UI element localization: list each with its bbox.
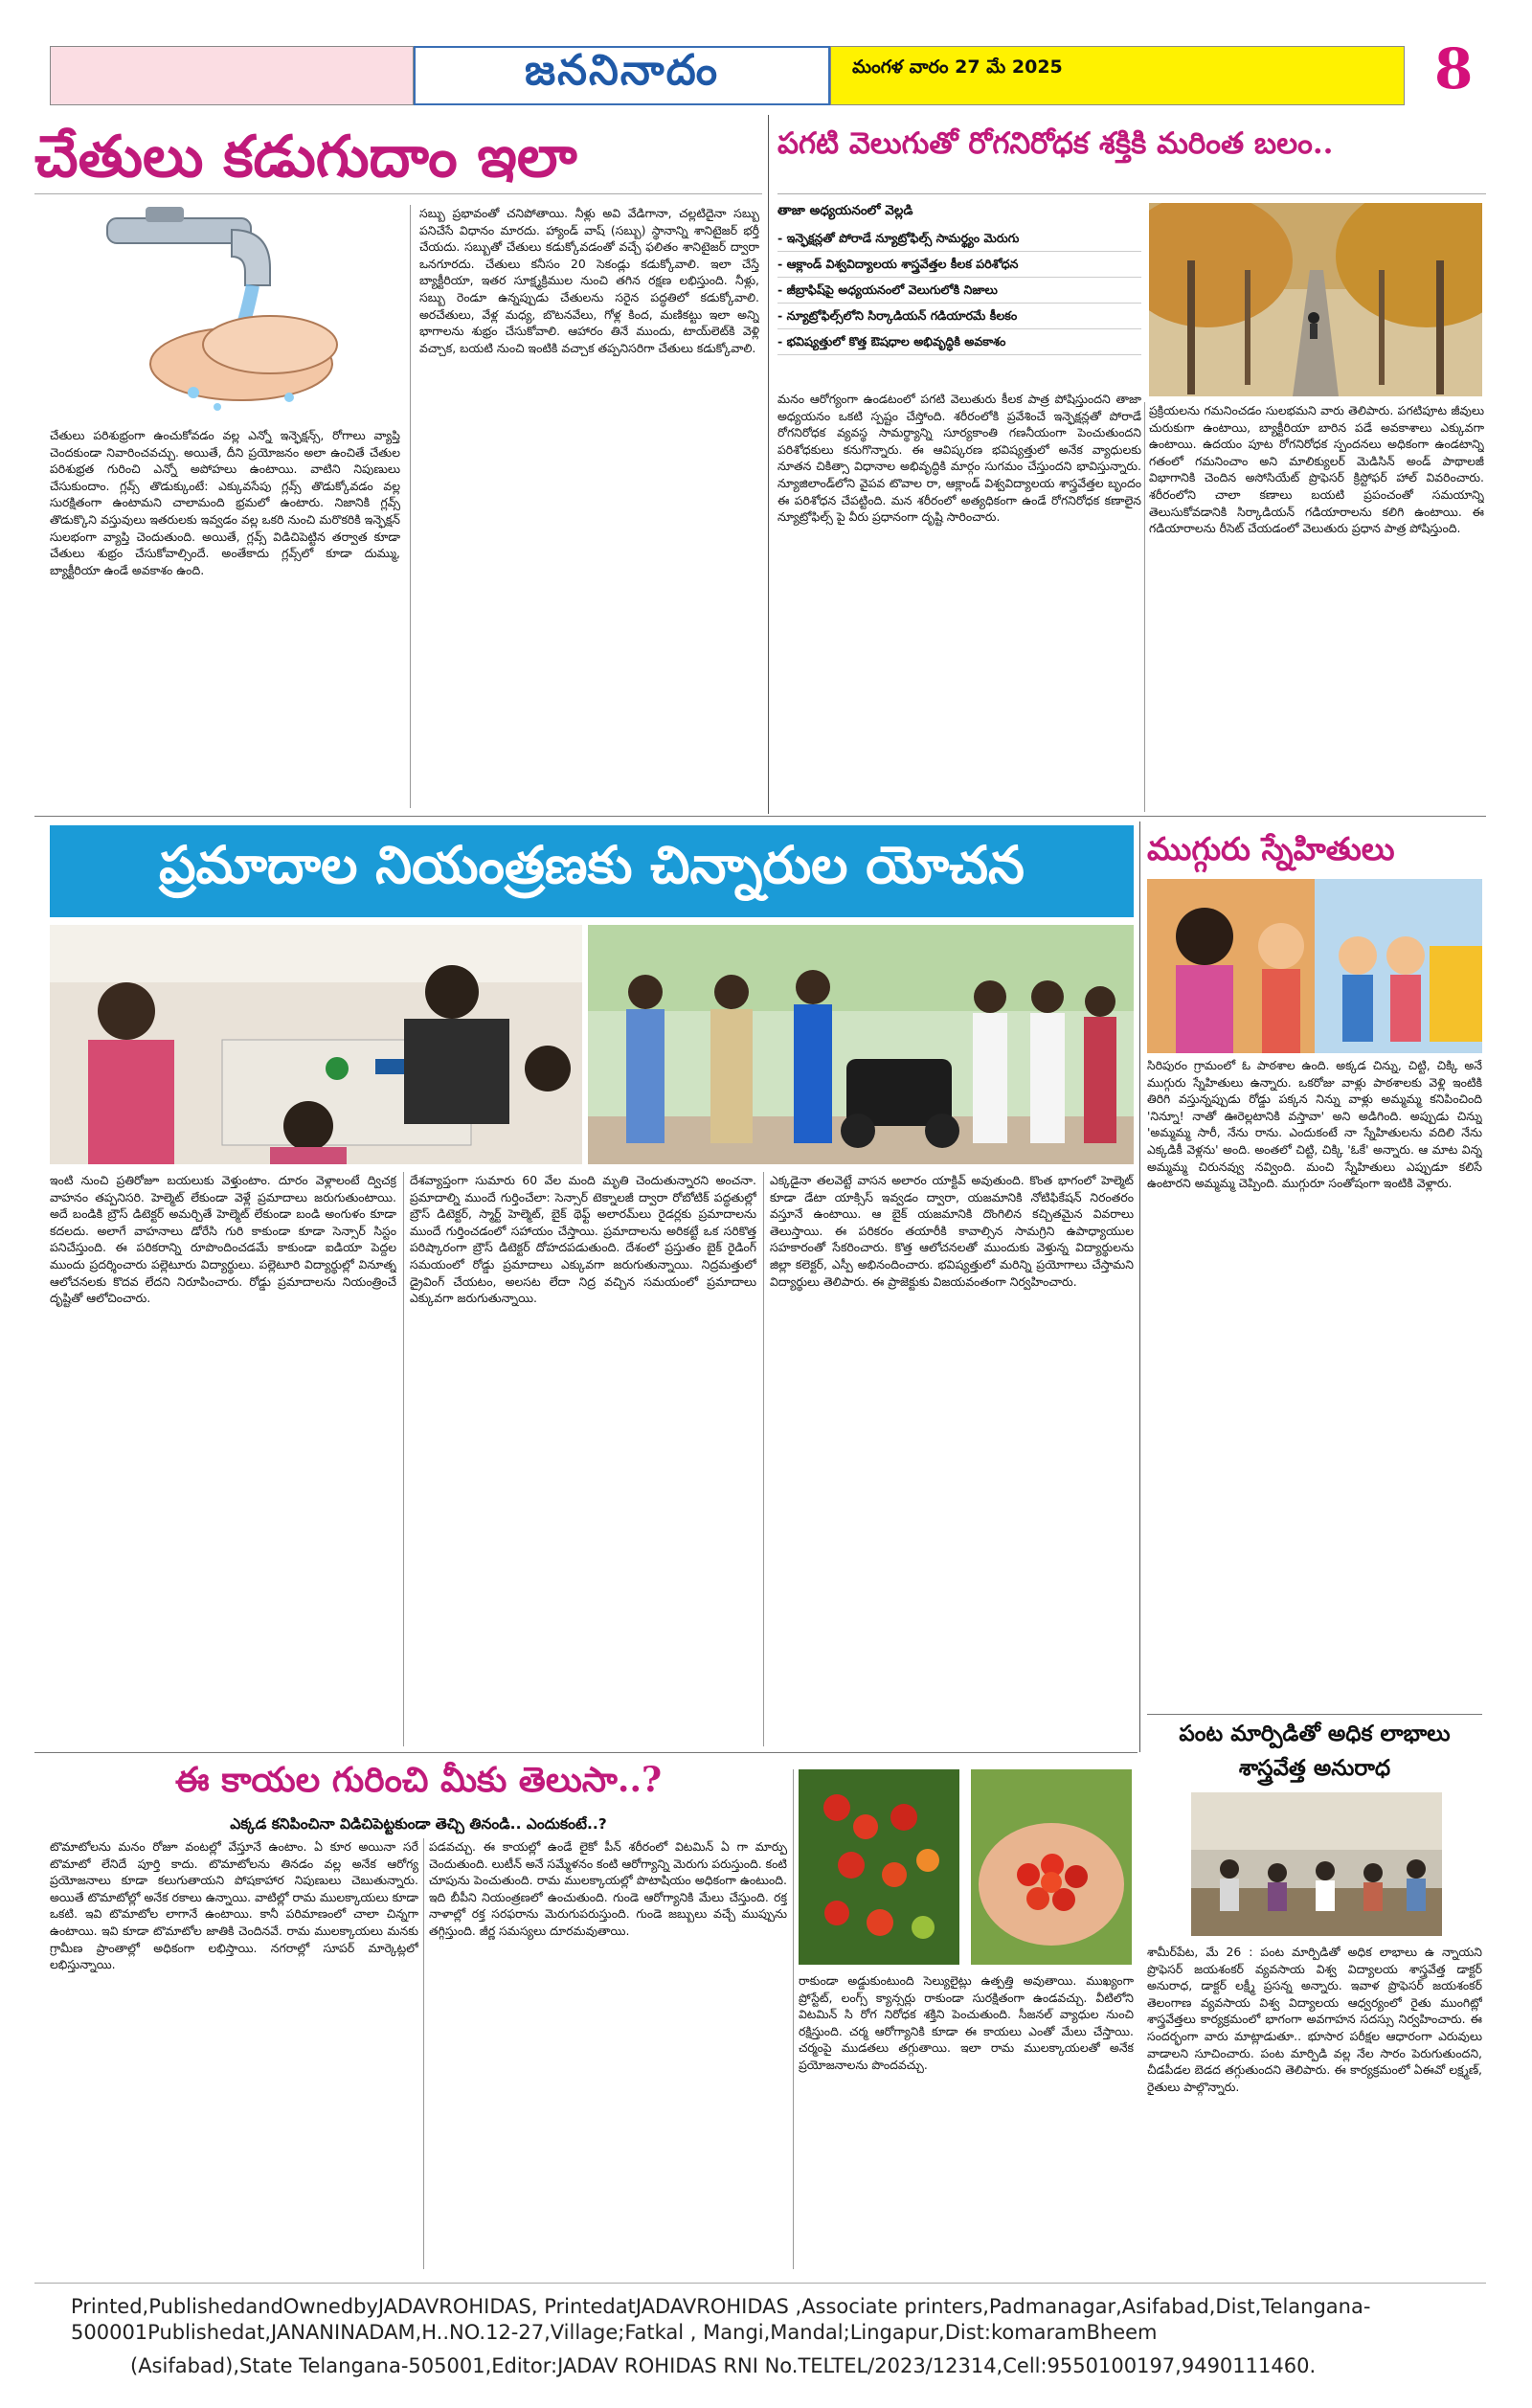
page-number: 8: [1434, 36, 1474, 101]
column-rule: [423, 1838, 424, 2269]
students-building-circuit-icon: [50, 925, 582, 1164]
cherry-tomato-plant-icon: [799, 1769, 959, 1965]
cherry-tomatoes-in-hands-icon: [971, 1769, 1132, 1965]
column-rule: [763, 1172, 764, 1746]
students-with-police-and-bike-icon: [588, 925, 1134, 1164]
divider: [1147, 1714, 1482, 1715]
column-rule: [403, 1172, 404, 1746]
tree-lined-road-icon: [1149, 203, 1482, 396]
divider: [34, 193, 762, 194]
article3-column-2: దేశవ్యాప్తంగా సుమారు 60 వేల మంది మృతి చెందుతున్నారని అంచనా. ప్రమాదాల్ని ముందే గుర్తించేలా: సెన్సార్ టెక్నాలజీ ద్వారా రోబోటిక్ పద్ధతుల్లో బ్రౌస్ డిటెక్టర్, స్మార్ట్ హెల్మెట్, బైక్ థెఫ్ట్ అలారమ్‌లు రైడర్లకు ప్రమాదాలను ముందే గుర్తించడంలో సహాయం చేస్తాయి. ప్రమాదాలను అరికట్టే ఒక సరికొత్త పరిష్కారంగా బ్రౌస్ డిటెక్టర్ దోహదపడుతుంది. దేశంలో ప్రస్తుతం బైక్ రైడింగ్ సమయంలో రోడ్డు ప్రమాదాలు ఎక్కువగా జరుగుతున్నాయి. నిద్రమత్తులో డ్రైవింగ్ చేయటం, అలసట లేదా నిద్ర వచ్చిన సమయంలో ప్రమాదాలు ఎక్కువగా జరుగుతున్నాయి.: [410, 1173, 756, 1306]
column-rule: [1144, 402, 1145, 812]
masthead: జననినాదం: [414, 46, 830, 105]
article1-column-2: సబ్బు ప్రభావంతో చనిపోతాయి. నీళ్లు అవి వేడిగానా, చల్లటిదైనా సబ్బు పనిచేసే విధానం మారదు. హ్యాండ్ వాష్ (సబ్బు) స్థానాన్ని శానిటైజర్ భర్తీ చేయదు. సబ్బుతో చేతులు కడుక్కోవడంతో వచ్చే ఫలితం శానిటైజర్ ద్వారా ఒనగూరదు. చేతులు కనీసం 20 సెకండ్లు కడుక్కోవాలి. ఇలా చేస్తే బ్యాక్టీరియా, ఇతర సూక్ష్మక్రిముల నుంచి తగిన రక్షణ లభిస్తుంది. నీళ్లు, సబ్బు రెండూ ఉన్నప్పుడు చేతులను సరైన పద్ధతిలో కడుక్కోవాలి. అరచేతులు, వేళ్ల మధ్య, బొటనవేలు, గోళ్ల కింద, మణికట్టు ఇలా అన్ని భాగాలను శుభ్రం చేసుకోవాలి. ఆహారం తినే ముందు, టాయ్‌లెట్‌కి వెళ్లి వచ్చాక, బయటి నుంచి ఇంటికి వచ్చాక తప్పనిసరిగా చేతులు కడుక్కోవాలి.: [419, 206, 759, 355]
article2-bullets: [777, 226, 1141, 355]
article6-subhead: ఎక్కడ కనిపించినా విడిచిపెట్టకుండా తెచ్చి తినండి.. ఎందుకంటే..?: [230, 1815, 607, 1833]
bullet-item: - ఆక్లాండ్ విశ్వవిద్యాలయ శాస్త్రవేత్తల కీలక పరిశోధన: [777, 252, 1141, 278]
header-date-box: [830, 46, 1405, 105]
article4-body: సిరిపురం గ్రామంలో ఓ పాఠశాల ఉంది. అక్కడ చిన్ను, చిట్టి, చిక్కి అనే ముగ్గురు స్నేహితులు ఉన్నారు. ఒకరోజు వాళ్లు పాఠశాలకు వెళ్లి ఇంటికి తిరిగి వస్తున్నప్పుడు రోడ్డు పక్కన నిన్ను వాళ్లు అమ్మమ్మ కనిపించింది 'నిన్నూ! నాతో ఊరెల్లటానికి వస్తావా' అని అడిగింది. అప్పుడు చిన్ను 'అమ్మమ్మ సారీ, నేను రాను. ఎందుకంటే నా స్నేహితులను వదిలి నేను ఎక్కడికీ వెళ్లను' అంది. అంతలో చిట్టి, చిక్కి 'ఓకే' అన్నారు. ఆ మాట విన్న అమ్మమ్మ చిరునవ్వు నవ్వింది. మంచి స్నేహితులు ఎప్పుడూ కలిసే ఉంటారని అమ్మమ్మ చెప్పింది. ముగ్గురూ సంతోషంగా ఇంటికి వెళ్లారు.: [1147, 1058, 1482, 1191]
article2-subhead: తాజా అధ్యయనంలో వెల్లడి: [777, 203, 913, 218]
divider: [34, 816, 1486, 817]
farmers-meeting-icon: [1191, 1792, 1442, 1936]
article1-column-1: చేతులు పరిశుభ్రంగా ఉంచుకోవడం వల్ల ఎన్నో ఇన్ఫెక్షన్స్, రోగాలు వ్యాప్తి చెందకుండా నివారించవచ్చు. అయితే, దీని ప్రయోజనం అలా ఉంచితే చేతుల పరిశుభ్రత గురించి ఎన్నో అపోహలు ఉంటాయి. వాటిని నిపుణులు చేసుకుందాం. గ్లవ్స్ తొడుక్కుంటే: ఎక్కువసేపు గ్లవ్స్ తొడుక్కోవడం వల్ల సురక్షితంగా ఉంటామని చాలామంది భ్రమలో ఉంటారు. నిజానికి గ్లవ్స్ తొడుక్కొని వస్తువులు ఇతరులకు ఇవ్వడం వల్ల ఒకరి నుంచి మరొకరికి ఇన్ఫెక్షన్ సులభంగా వ్యాప్తి చెందుతుంది. అయితే, గ్లవ్స్ విడిచిపెట్టిన తర్వాత కూడా చేతులు శుభ్రం చేసుకోవాల్సిందే. అంతేకాదు గ్లవ్స్‌లో కూడా దుమ్ము, బ్యాక్టీరియా ఉండే అవకాశం ఉంది.: [50, 428, 400, 577]
three-friends-image: [1147, 879, 1482, 1053]
article5-headline: పంట మార్పిడితో అధిక లాభాలు: [1179, 1722, 1451, 1746]
article3-headline-bar: [50, 825, 1134, 917]
article2-column-1: మనం ఆరోగ్యంగా ఉండటంలో పగటి వెలుతురు కీలక పాత్ర పోషిస్తుందని తాజా అధ్యయనం ఒకటి స్పష్టం చేస్తోంది. శరీరంలోకి ప్రవేశించే ఇన్ఫెక్షన్లతో పోరాడే రోగనిరోధక వ్యవస్థ సామర్థ్యాన్ని సూర్యకాంతి గణనీయంగా పెంచుతుందని పరిశోధకులు కనుగొన్నారు. ఈ ఆవిష్కరణ భవిష్యత్తులో అనేక వ్యాధులకు నూతన చికిత్సా విధానాల అభివృద్ధికి మార్గం సుగమం చేస్తుందని భావిస్తున్నారు. న్యూజిలాండ్‌లోని వైపవ టొవాల రా, ఆక్లాండ్ విశ్వవిద్యాలయ శాస్త్రవేత్తల బృందం ఈ పరిశోధన చేపట్టింది. మన శరీరంలో అత్యధికంగా ఉండే రోగనిరోధక కణాలైన న్యూట్రోఫిల్స్ పై వీరు ప్రధానంగా దృష్టి సారించారు.: [777, 392, 1141, 525]
footer-line-2: (Asifabad),State Telangana-505001,Editor:JADAV ROHIDAS RNI No.TELTEL/2023/12314,Cell:9550100197,9490111460.: [130, 2354, 1317, 2377]
footer-imprint: [71, 2294, 1469, 2379]
article3-column-1: ఇంటి నుంచి ప్రతిరోజూ బయలుకు వెళ్తుంటాం. దూరం వెళ్లాలంటే ద్విచక్ర వాహనం తప్పనిసరి. హెల్మెట్ లేకుండా వెళ్లే ప్రమాదాలు జరుగుతుంటాయి. అదే బండికి బ్రౌస్ డిటెక్టర్ అమర్చితే హెల్మెట్ లేకుండా బండి అంగుళం కూడా కదలదు. అలాగే వాహనాలు డోరేసి గురి కాకుండా కూడా సెన్సార్ సిస్టం పనిచేస్తుంది. ఈ పరికరాన్ని రూపొందించడమే కాకుండా ఐడియా పెద్దల ముందు ప్రదర్శించారు పల్లెటూరు విద్యార్థులు. పల్లెటూరి విద్యార్థుల్లో వినూత్న ఆలోచనలకు కొదవ లేదని నిరూపించారు. రోడ్డు ప్రమాదాలను నియంత్రించే దృష్టితో ఆలోచించారు.: [50, 1173, 396, 1306]
bullet-item: - ఇన్ఫెక్షన్లతో పోరాడే న్యూట్రోఫిల్స్ సామర్థ్యం మెరుగు: [777, 226, 1141, 252]
article4-headline: ముగ్గురు స్నేహితులు: [1147, 830, 1395, 867]
column-rule: [410, 205, 411, 808]
tomato-images: [799, 1769, 1134, 1965]
tree-road-image: [1149, 203, 1482, 396]
article6-column-2: పడవచ్చు. ఈ కాయల్లో ఉండే లైకో పీన్ శరీరంలో విటమిన్ ఏ గా మార్పు చెందుతుంది. లుటీన్ అనే సమ్మేళనం కంటి ఆరోగ్యాన్ని మెరుగు పరుస్తుంది. కంటి చూపును పెంచుతుంది. రామ ములక్కాయల్లో పొటాషియం అధికంగా ఉంటుంది. ఇది బీపీని నియంత్రణలో ఉంచుతుంది. గుండె ఆరోగ్యానికి మేలు చేస్తుంది. రక్త నాళాల్లో రక్త సరఫరాను మెరుగుపరుస్తుంది. గుండె జబ్బులు వచ్చే ముప్పును తగ్గిస్తుంది. జీర్ణ సమస్యలు దూరమవుతాయి.: [429, 1839, 787, 1938]
article6-column-1: టొమాటోలను మనం రోజూ వంటల్లో వేస్తూనే ఉంటాం. ఏ కూర అయినా సరే టొమాటో లేనిదే పూర్తి కాదు. టొమాటోలను తినడం వల్ల అనేక ఆరోగ్య ప్రయోజనాలు కూడా కలుగుతాయని పోషకాహార నిపుణులు చెబుతున్నారు. అయితే టొమాటోల్లో అనేక రకాలు ఉన్నాయి. వాటిల్లో రామ ములక్కాయలు కూడా ఒకటి. ఇవి టొమాటోల లాగానే ఉంటాయి. కానీ పరిమాణంలో చాలా చిన్నగా ఉంటాయి. ఇవి కూడా టొమాటోల జాతికి చెందినవే. రామ ములక్కాయలు మనకు గ్రామీణ ప్రాంతాల్లో అధికంగా లభిస్తాయి. నగరాల్లో సూపర్ మార్కెట్లలో లభిస్తున్నాయి.: [50, 1839, 418, 1972]
divider: [34, 1752, 1138, 1753]
divider: [34, 2283, 1486, 2284]
farmers-meeting-image: [1191, 1792, 1442, 1936]
column-rule: [793, 1769, 794, 2269]
column-rule: [768, 115, 769, 814]
bullet-item: - భవిష్యత్తులో కొత్త ఔషధాల అభివృద్ధికి అవకాశం: [777, 329, 1141, 355]
article6-headline: ఈ కాయల గురించి మీకు తెలుసా..?: [174, 1760, 663, 1800]
article5-subhead: శాస్త్రవేత్త అనురాధ: [1238, 1756, 1391, 1781]
bullet-item: - న్యూట్రోఫిల్స్‌లోని సిర్కాడియన్ గడియారమే కీలకం: [777, 304, 1141, 329]
bullet-item: - జీబ్రాఫిష్‌పై అధ్యయనంలో వెలుగులోకి నిజాలు: [777, 278, 1141, 304]
article1-headline: చేతులు కడుగుదాం ఇలా: [34, 124, 577, 191]
header-pink-box: [50, 46, 414, 105]
divider: [777, 193, 1486, 194]
column-rule: [1139, 821, 1140, 1752]
article2-headline: పగటి వెలుగుతో రోగనిరోధక శక్తికి మరింత బలం..: [777, 126, 1334, 161]
article3-headline: ప్రమాదాల నియంత్రణకు చిన్నారుల యోచన: [159, 834, 1025, 895]
hand-washing-image: [50, 201, 399, 421]
students-circuit-image: [50, 925, 582, 1164]
article6-column-3: రాకుండా అడ్డుకుంటుంది సెల్యులైట్లు ఉత్పత్తి అవుతాయి. ముఖ్యంగా ప్రోస్టేట్, లంగ్స్ క్యాన్సర్లు రాకుండా సురక్షితంగా ఉండవచ్చు. వీటిలోని విటమిన్ సి రోగ నిరోధక శక్తిని పెంచుతుంది. సీజనల్ వ్యాధుల నుంచి రక్షిస్తుంది. చర్మ ఆరోగ్యానికి కూడా ఈ కాయలు ఎంతో మేలు చేస్తాయి. చర్మంపై ముడతలు తగ్గుతాయి. ఇలా రామ ములక్కాయలతో అనేక ప్రయోజనాలను పొందవచ్చు.: [799, 1973, 1134, 2072]
article3-column-3: ఎక్కడైనా తలవెట్టే వాసన అలారం యాక్టివ్ అవుతుంది. కొంత భాగంలో హెల్మెట్ కూడా డేటా యాక్సిస్ ఇవ్వడం ద్వారా, యజమానికి నోటిఫికేషన్ నిరంతరం వస్తూనే ఉంటాయి. ఆ బైక్ యజమానికి దొంగిలిన కచ్చితమైన వివరాలు తెలుస్తాయి. ఈ పరికరం తయారీకి కావాల్సిన సామగ్రిని ఉపాధ్యాయుల సహకారంతో సేకరించారు. కొత్త ఆలోచనలతో ముందుకు వెళ్తున్న విద్యార్థులను జిల్లా కలెక్టర్, ఎస్పీ అభినందించారు. భవిష్యత్తులో మరిన్ని ప్రయోగాలు చేస్తామని విద్యార్థులు తెలిపారు. ఈ ప్రాజెక్టుకు విజయవంతంగా నిర్వహించారు.: [770, 1173, 1134, 1289]
students-police-bike-image: [588, 925, 1134, 1164]
children-and-schoolbus-icon: [1147, 879, 1482, 1053]
footer-line-1: Printed,PublishedandOwnedbyJADAVROHIDAS, PrintedatJADAVROHIDAS ,Associate printers,Padmanagar,Asifabad,Dist,Telangana-500001Publishedat,JANANINADAM,H..NO.12-27,Village;Fatkal , Mangi,Mandal;Lingapur,Dist:komaramBheem: [71, 2295, 1371, 2344]
article5-body: శామీర్‌పేట, మే 26 : పంట మార్పిడితో అధిక లాభాలు ఉ న్నాయని ప్రొఫెసర్ జయశంకర్ వ్యవసాయ విశ్వ విద్యాలయ శాస్త్రవేత్త డాక్టర్ అనురాధ, డాక్టర్ లక్ష్మీ ప్రసన్న అన్నారు. ఇవాళ ప్రొఫెసర్ జయశంకర్ తెలంగాణ వ్యవసాయ విశ్వ విద్యాలయ ఆధ్వర్యంలో రైతు ముంగిట్లో శాస్త్రవేత్తలు కార్యక్రమంలో భాగంగా అవగాహన సదస్సు నిర్వహించారు. ఈ సందర్భంగా వారు మాట్లాడుతూ.. భూసార పరీక్షల ఆధారంగా ఎరువులు వాడాలని సూచించారు. పంట మార్పిడి వల్ల నేల సారం పెరుగుతుందని, చీడపీడల బెడద తగ్గుతుందని తెలిపారు. ఈ కార్యక్రమంలో ఏఈవో లక్ష్మణ్, రైతులు పాల్గొన్నారు.: [1147, 1945, 1482, 2094]
hand-washing-tap-icon: [50, 201, 399, 421]
article2-column-2: ప్రక్రియలను గమనించడం సులభమని వారు తెలిపారు. పగటిపూట జీవులు చురుకుగా ఉంటాయి, బ్యాక్టీరియా బారిన పడే అవకాశాలు ఎక్కువగా ఉంటాయి. ఉదయం పూట రోగనిరోధక స్పందనలు అధికంగా ఉండటాన్ని గతంలో గమనించాం అని మాలిక్యులర్ మెడిసిన్ అండ్ పాథాలజీ విభాగానికి చెందిన అసోసియేట్ ప్రొఫెసర్ క్రిస్టోఫర్ హాల్ వివరించారు. శరీరంలోని చాలా కణాలు బయటి ప్రపంచంతో సమయాన్ని తెలుసుకోవడానికి సిర్కాడియన్ గడియారాలను కలిగి ఉంటాయి. ఈ గడియారాలను రీసెట్ చేయడంలో వెలుతురు ప్రధాన పాత్ర పోషిస్తుంది.: [1149, 403, 1484, 536]
issue-date: మంగళ వారం 27 మే 2025: [852, 56, 1063, 78]
